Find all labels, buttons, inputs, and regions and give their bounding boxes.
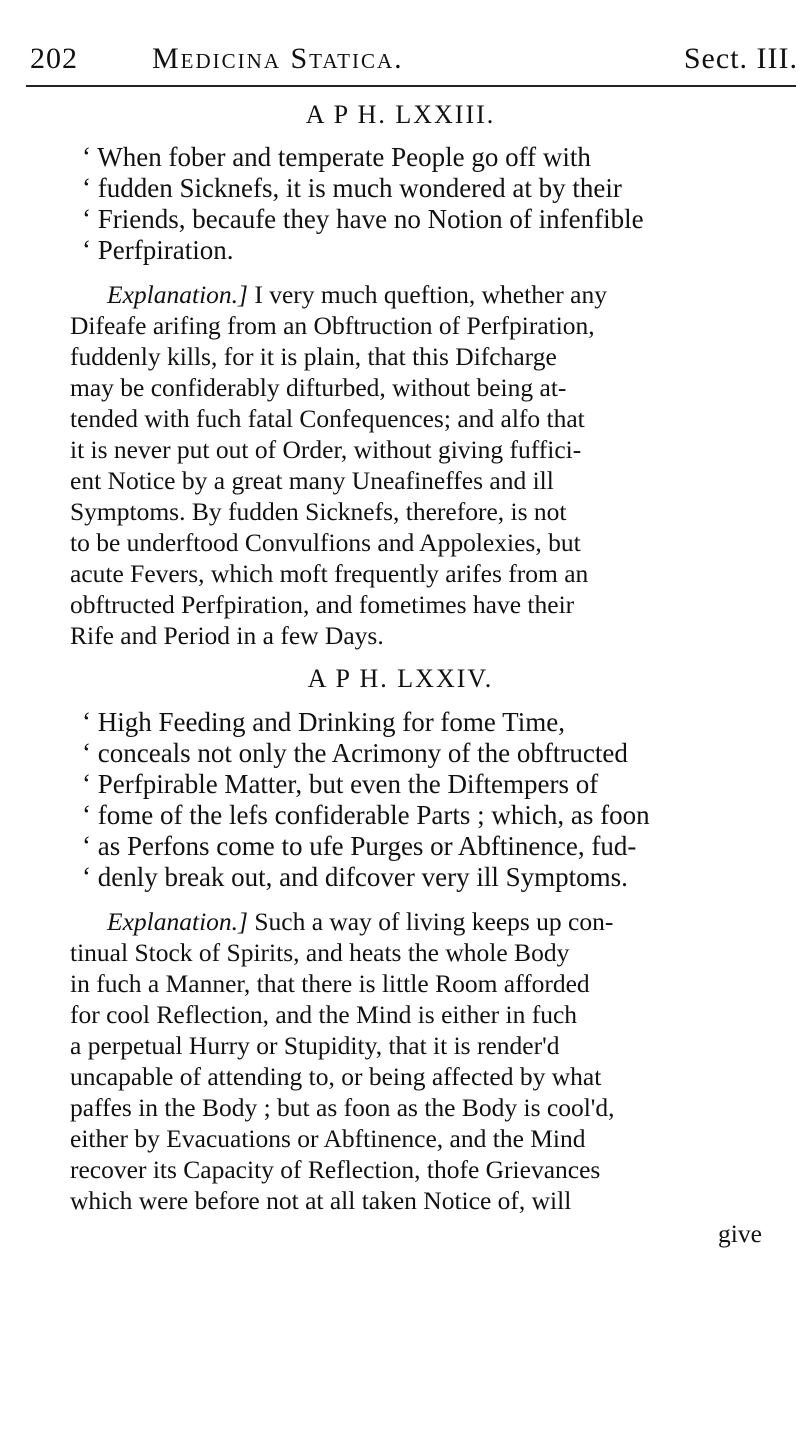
aphorism-73-heading: A P H. LXXIII. xyxy=(305,100,496,129)
text-line: may be confiderably difturbed, without being at- xyxy=(70,373,567,402)
explanation-label: Explanation.] xyxy=(107,907,248,936)
text-line: ‘ Friends, becaufe they have no Notion of infenfible xyxy=(82,204,644,234)
running-head xyxy=(30,38,800,82)
text-line: ‘ as Perfons come to ufe Purges or Abftinence, fud- xyxy=(82,831,637,861)
text-line: obftructed Perfpiration, and fometimes have their xyxy=(70,590,575,619)
text-line: ‘ denly break out, and difcover very ill Symptoms. xyxy=(82,862,628,892)
text-line: Difeafe arifing from an Obftruction of Perfpiration, xyxy=(70,311,595,340)
text-line: ‘ conceals not only the Acrimony of the obftructed xyxy=(82,738,628,768)
text-line: paffes in the Body ; but as foon as the Body is cool'd, xyxy=(70,1093,615,1122)
text-line: fuddenly kills, for it is plain, that this Difcharge xyxy=(70,342,557,371)
explanation-first-line: Explanation.] Such a way of living keeps up con- xyxy=(107,907,614,936)
text-line: ‘ Perfpirable Matter, but even the Diftempers of xyxy=(82,769,599,799)
text-line: a perpetual Hurry or Stupidity, that it is render'd xyxy=(70,1031,560,1060)
catchword: give xyxy=(718,1219,762,1248)
text-line: ‘ Perfpiration. xyxy=(82,235,234,265)
page-number: 202 xyxy=(30,42,78,75)
text-line: Symptoms. By fudden Sicknefs, therefore, is not xyxy=(70,497,567,526)
text-line: either by Evacuations or Abftinence, and the Mind xyxy=(70,1124,586,1153)
text-line: ‘ High Feeding and Drinking for fome Time, xyxy=(82,707,565,737)
text-line: ‘ fome of the lefs confiderable Parts ; which, as foon xyxy=(82,800,650,830)
explanation-first-line: Explanation.] I very much queftion, whether any xyxy=(107,280,607,309)
text-line: tended with fuch fatal Confequences; and alfo that xyxy=(70,404,585,433)
running-title: Medicina Statica. xyxy=(152,42,404,75)
header-rule xyxy=(26,85,796,87)
text-line: Rife and Period in a few Days. xyxy=(70,621,384,650)
text-line: tinual Stock of Spirits, and heats the whole Body xyxy=(70,938,570,967)
text-line: ‘ When fober and temperate People go off with xyxy=(82,142,591,172)
explanation-label: Explanation.] xyxy=(107,280,248,309)
text-line: acute Fevers, which moft frequently arifes from an xyxy=(70,559,589,588)
text-line: ent Notice by a great many Uneafineffes and ill xyxy=(70,466,554,495)
text-line: in fuch a Manner, that there is little Room afforded xyxy=(70,969,590,998)
aphorism-74-heading: A P H. LXXIV. xyxy=(307,664,494,693)
text-line: ‘ fudden Sicknefs, it is much wondered at by their xyxy=(82,173,622,203)
text-line: which were before not at all taken Notice of, will xyxy=(70,1186,572,1215)
section-label: Sect. III. xyxy=(683,42,798,75)
text-line: to be underftood Convulfions and Appolexies, but xyxy=(70,528,581,557)
text-line: for cool Reflection, and the Mind is either in fuch xyxy=(70,1000,578,1029)
text-line: it is never put out of Order, without giving fuffici- xyxy=(70,435,582,464)
text-line: recover its Capacity of Reflection, thofe Grievances xyxy=(70,1155,601,1184)
text-line: uncapable of attending to, or being affected by what xyxy=(70,1062,602,1091)
